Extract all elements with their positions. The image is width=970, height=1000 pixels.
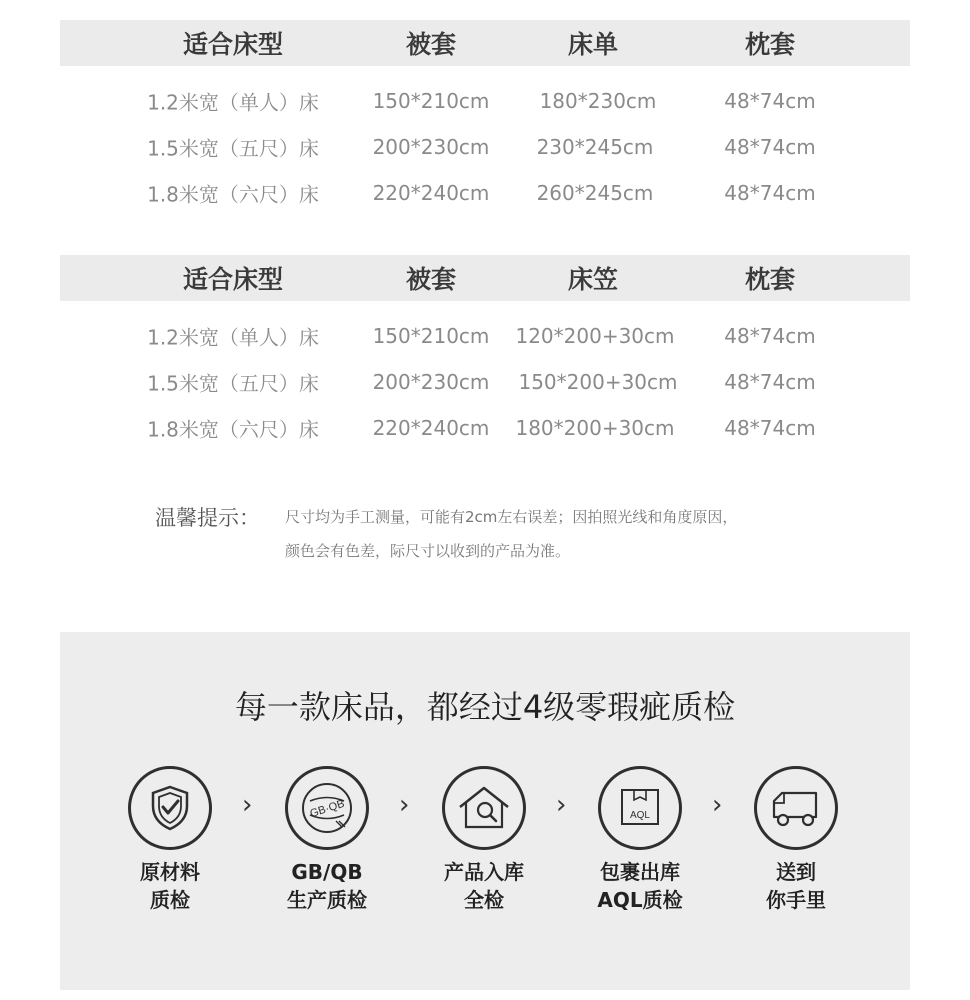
qc-step-raw-material: [100, 766, 240, 914]
cell-duvet: 150*210cm: [372, 324, 490, 348]
header-duvet: 被套: [405, 30, 457, 59]
cell-bed-type: 1.8米宽（六尺）床: [147, 182, 319, 207]
step-label: 产品入库 全检: [444, 860, 524, 912]
cell-pillowcase: 48*74cm: [724, 324, 816, 348]
svg-text:AQL: AQL: [629, 810, 651, 821]
step-label: GB/QB 生产质检: [287, 860, 367, 912]
header-pillowcase: 枕套: [744, 265, 796, 294]
size-table-fitted: [60, 255, 910, 451]
table-row: [60, 78, 910, 124]
cell-duvet: 200*230cm: [372, 135, 490, 159]
header-fitted-sheet: 床笠: [567, 265, 619, 294]
cell-bed-type: 1.5米宽（五尺）床: [147, 136, 319, 161]
tip-text: [285, 500, 845, 568]
qc-title: 每一款床品，都经过4级零瑕疵质检: [234, 688, 736, 726]
table-header: [60, 255, 910, 301]
table-row: [60, 170, 910, 216]
cell-sheet: 180*230cm: [539, 89, 657, 113]
svg-text:GB·QB: GB·QB: [308, 797, 347, 821]
cell-fitted-sheet: 150*200+30cm: [518, 370, 678, 394]
cell-sheet: 260*245cm: [536, 181, 654, 205]
table-row: [60, 359, 910, 405]
cell-pillowcase: 48*74cm: [724, 89, 816, 113]
cell-duvet: 220*240cm: [372, 181, 490, 205]
quality-check-section: [60, 632, 910, 990]
table-row: [60, 405, 910, 451]
qc-step-production: [257, 766, 397, 914]
chevron-right-icon: ›: [556, 790, 567, 820]
header-bed-type: 适合床型: [182, 30, 284, 59]
step-label: 送到 你手里: [766, 860, 826, 912]
chevron-right-icon: ›: [712, 790, 723, 820]
cell-fitted-sheet: 180*200+30cm: [515, 416, 675, 440]
cell-duvet: 200*230cm: [372, 370, 490, 394]
size-table-sheet: [60, 20, 910, 216]
cell-pillowcase: 48*74cm: [724, 181, 816, 205]
header-bed-type: 适合床型: [182, 265, 284, 294]
gb-qb-stamp-icon: [285, 766, 369, 850]
cell-pillowcase: 48*74cm: [724, 370, 816, 394]
cell-duvet: 150*210cm: [372, 89, 490, 113]
table-header: [60, 20, 910, 66]
cell-bed-type: 1.8米宽（六尺）床: [147, 417, 319, 442]
table-row: [60, 124, 910, 170]
cell-bed-type: 1.5米宽（五尺）床: [147, 371, 319, 396]
tip-line-1: 尺寸均为手工测量，可能有2cm左右误差；因拍照光线和角度原因，: [285, 508, 738, 526]
step-label: 包裹出库 AQL质检: [597, 860, 683, 912]
cell-pillowcase: 48*74cm: [724, 135, 816, 159]
cell-sheet: 230*245cm: [536, 135, 654, 159]
tip-label: 温馨提示：: [155, 506, 260, 530]
cell-pillowcase: 48*74cm: [724, 416, 816, 440]
table-row: [60, 313, 910, 359]
cell-bed-type: 1.2米宽（单人）床: [147, 325, 319, 350]
chevron-right-icon: ›: [242, 790, 253, 820]
qc-step-delivery: [726, 766, 866, 914]
chevron-right-icon: ›: [399, 790, 410, 820]
tip-line-2: 颜色会有色差，际尺寸以收到的产品为准。: [285, 542, 571, 560]
header-pillowcase: 枕套: [744, 30, 796, 59]
shield-check-icon: [128, 766, 212, 850]
cell-duvet: 220*240cm: [372, 416, 490, 440]
header-sheet: 床单: [567, 30, 619, 59]
step-label: 原材料 质检: [140, 860, 200, 912]
warehouse-search-icon: [442, 766, 526, 850]
header-duvet: 被套: [405, 265, 457, 294]
aql-box-icon: [598, 766, 682, 850]
delivery-truck-icon: [754, 766, 838, 850]
cell-bed-type: 1.2米宽（单人）床: [147, 90, 319, 115]
cell-fitted-sheet: 120*200+30cm: [515, 324, 675, 348]
qc-step-package-out: [570, 766, 710, 914]
qc-step-warehouse-in: [414, 766, 554, 914]
